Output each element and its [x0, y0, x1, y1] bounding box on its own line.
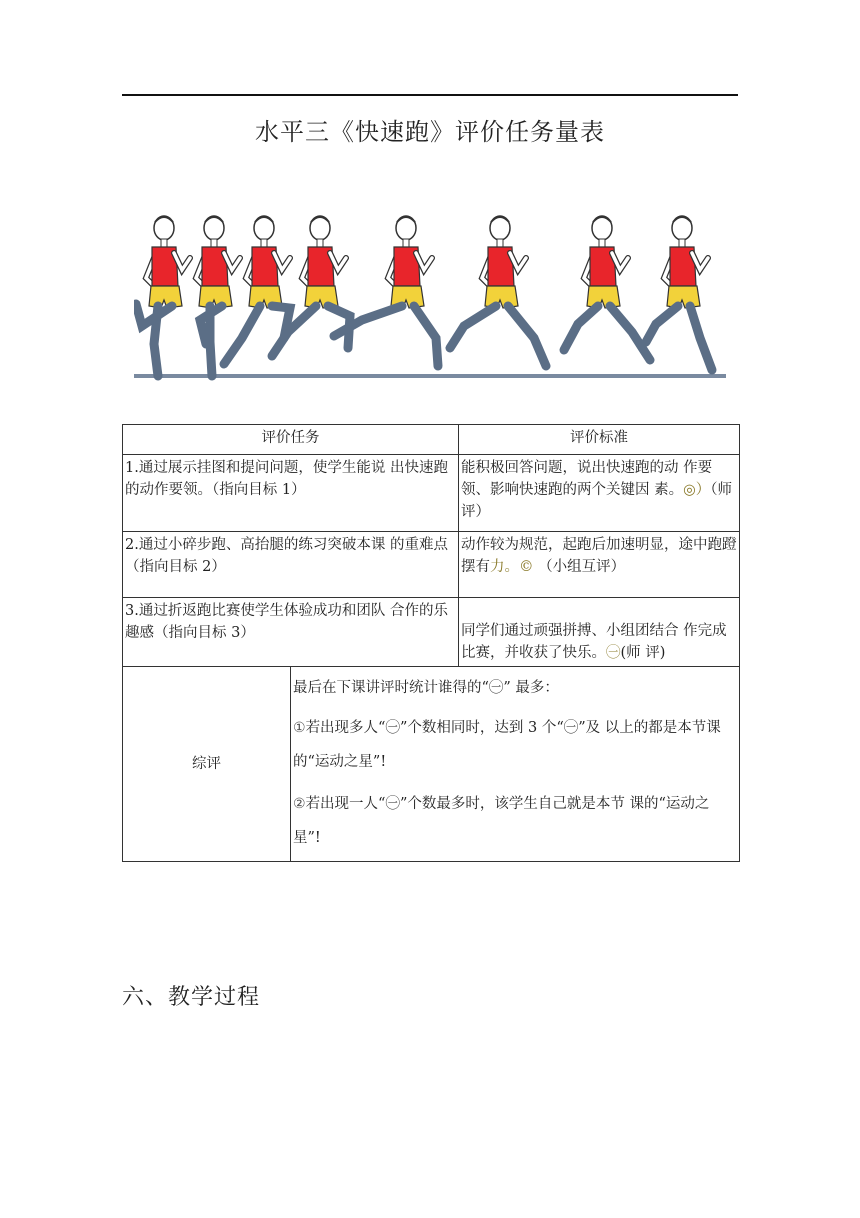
- item-number: ②: [293, 796, 306, 812]
- summary-item-text: 若出现多人“㊀”个数相同时，达到 3 个“㊀”及 以上的都是本节课的“运动之星”!: [293, 720, 721, 770]
- section-heading: 六、教学过程: [122, 985, 261, 1010]
- header-task: 评价任务: [123, 425, 459, 455]
- rating-mark: ㊀: [606, 645, 621, 661]
- summary-intro: 最后在下课讲评时统计谁得的“㊀” 最多：: [293, 680, 559, 696]
- summary-item-text: 若出现一人“㊀”个数最多时，该学生自己就是本节 课的“运动之星”!: [293, 796, 710, 846]
- criteria-evaluator: （小组互评）: [533, 559, 626, 575]
- top-rule: [122, 94, 738, 96]
- task-cell: 3.通过折返跑比赛使学生体验成功和团队 合作的乐趣感（指向目标 3）: [123, 598, 459, 667]
- item-number: ①: [293, 720, 306, 736]
- task-cell: 2.通过小碎步跑、高抬腿的练习突破本课 的重难点（指向目标 2）: [123, 532, 459, 598]
- criteria-evaluator: (师 评): [620, 645, 666, 661]
- criteria-text: 同学们通过顽强拼搏、小组团结合 作完成比赛，并收获了快乐。: [461, 623, 727, 661]
- summary-content: [291, 667, 740, 862]
- table-row: [123, 455, 740, 532]
- task-cell: 1.通过展示挂图和提问问题，使学生能说 出快速跑的动作要领。（指向目标 1）: [123, 455, 459, 532]
- summary-row: [123, 667, 740, 862]
- table-row: [123, 532, 740, 598]
- summary-item-2: [293, 787, 737, 855]
- running-sequence-illustration: [134, 186, 726, 392]
- table-header-row: [123, 425, 740, 455]
- table-row: [123, 598, 740, 667]
- rating-mark: 力。©: [490, 559, 534, 575]
- evaluation-table: [122, 424, 740, 862]
- criteria-text: 动作较为规范，起跑后加速明显，途中跑蹬摆有: [461, 537, 737, 575]
- criteria-cell: [459, 455, 740, 532]
- header-criteria: 评价标准: [459, 425, 740, 455]
- criteria-text: 能积极回答问题，说出快速跑的动 作要领、影响快速跑的两个关键因 素。: [461, 460, 713, 498]
- criteria-cell: [459, 598, 740, 667]
- criteria-evaluator: （师评）: [461, 482, 733, 520]
- page-title: 水平三《快速跑》评价任务量表: [255, 118, 605, 146]
- summary-label: 综评: [123, 667, 291, 862]
- rating-mark: ◎）: [683, 482, 711, 498]
- criteria-cell: [459, 532, 740, 598]
- summary-item-1: [293, 711, 737, 779]
